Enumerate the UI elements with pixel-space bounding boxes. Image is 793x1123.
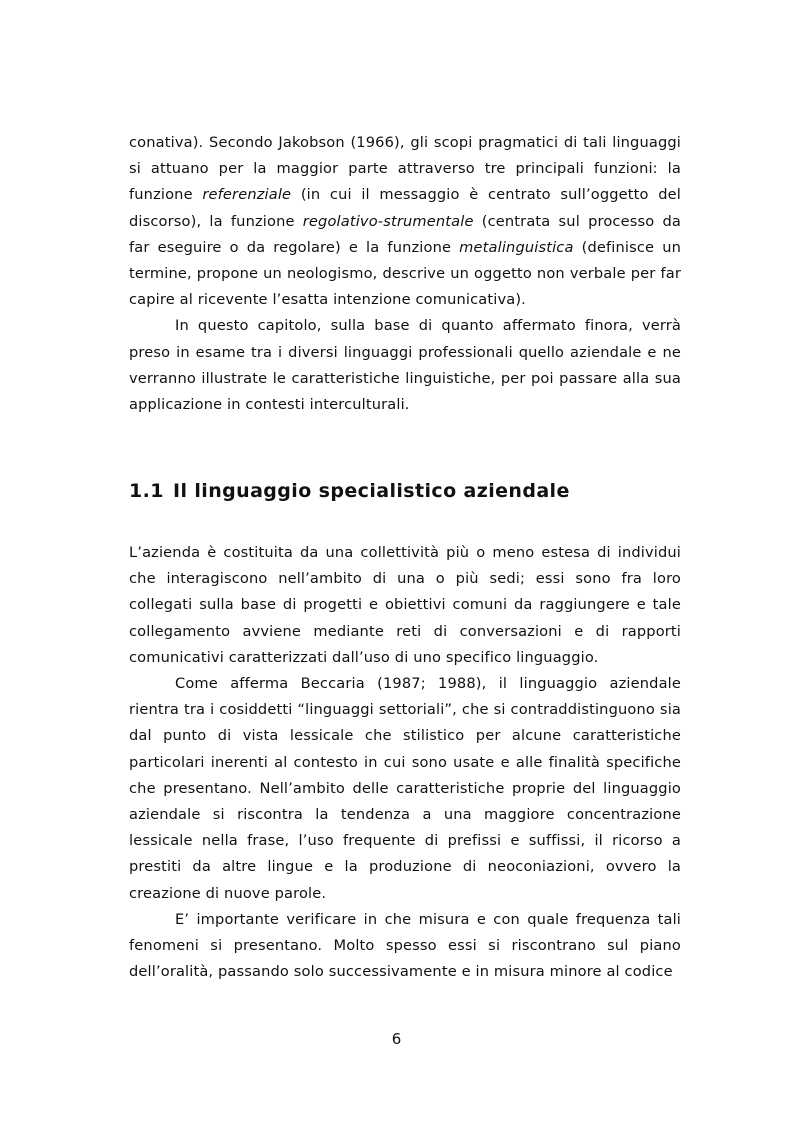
section-title: Il linguaggio specialistico aziendale (173, 480, 570, 502)
paragraph-azienda-definition: L’azienda è costituita da una collettività più o meno estesa di individui che interagiscono nell’ambito di una o più sedi; essi sono fra loro collegati sulla base di progetti e obiettivi comuni da raggiungere e tale collegamento avviene mediante reti di conversazioni e di rapporti comunicativi caratterizzati dall’uso di uno specifico linguaggio. (129, 544, 681, 666)
paragraph-verifica-fenomeni: E’ importante verificare in che misura e con quale frequenza tali fenomeni si presentano. Molto spesso essi si riscontrano sul piano dell’oralità, passando solo successivamente e in misura minore al codice (129, 910, 681, 981)
page-number: 6 (391, 1030, 402, 1048)
term-metalinguistica: metalinguistica (459, 238, 574, 256)
paragraph-chapter-overview: In questo capitolo, sulla base di quanto affermato finora, verrà preso in esame tra i diversi linguaggi professionali quello aziendale e ne verranno illustrate le caratteristiche linguistiche, per poi passare alla sua applicazione in contesti interculturali. (129, 317, 681, 414)
section-body (129, 540, 681, 985)
term-regolativo-strumentale: regolativo-strumentale (302, 212, 474, 230)
section-heading (129, 480, 570, 502)
paragraph-jakobson-functions: conativa). Secondo Jakobson (1966), gli scopi pragmatici di tali linguaggi si attuano per la maggior parte attraverso tre principali funzioni: la funzione referenziale (in cui il messaggio è centrato sull’oggetto del discorso), la funzione regolativo-strumentale (centrata sul processo da far eseguire o da regolare) e la funzione metalinguistica (definisce un termine, propone un neologismo, descrive un oggetto non verbale per far capire al ricevente l’esatta intenzione comunicativa). (129, 134, 681, 309)
intro-block (129, 130, 681, 418)
section-number: 1.1 (129, 480, 164, 502)
term-referenziale: referenziale (202, 186, 292, 204)
paragraph-beccaria: Come afferma Beccaria (1987; 1988), il linguaggio aziendale rientra tra i cosiddetti “linguaggi settoriali”, che si contraddistinguono sia dal punto di vista lessicale che stilistico per alcune caratteristiche particolari inerenti al contesto in cui sono usate e alle finalità specifiche che presentano. Nell’ambito delle caratteristiche proprie del linguaggio aziendale si riscontra la tendenza a una maggiore concentrazione lessicale nella frase, l’uso frequente di prefissi e suffissi, il ricorso a prestiti da altre lingue e la produzione di neoconiazioni, ovvero la creazione di nuove parole. (129, 675, 681, 902)
